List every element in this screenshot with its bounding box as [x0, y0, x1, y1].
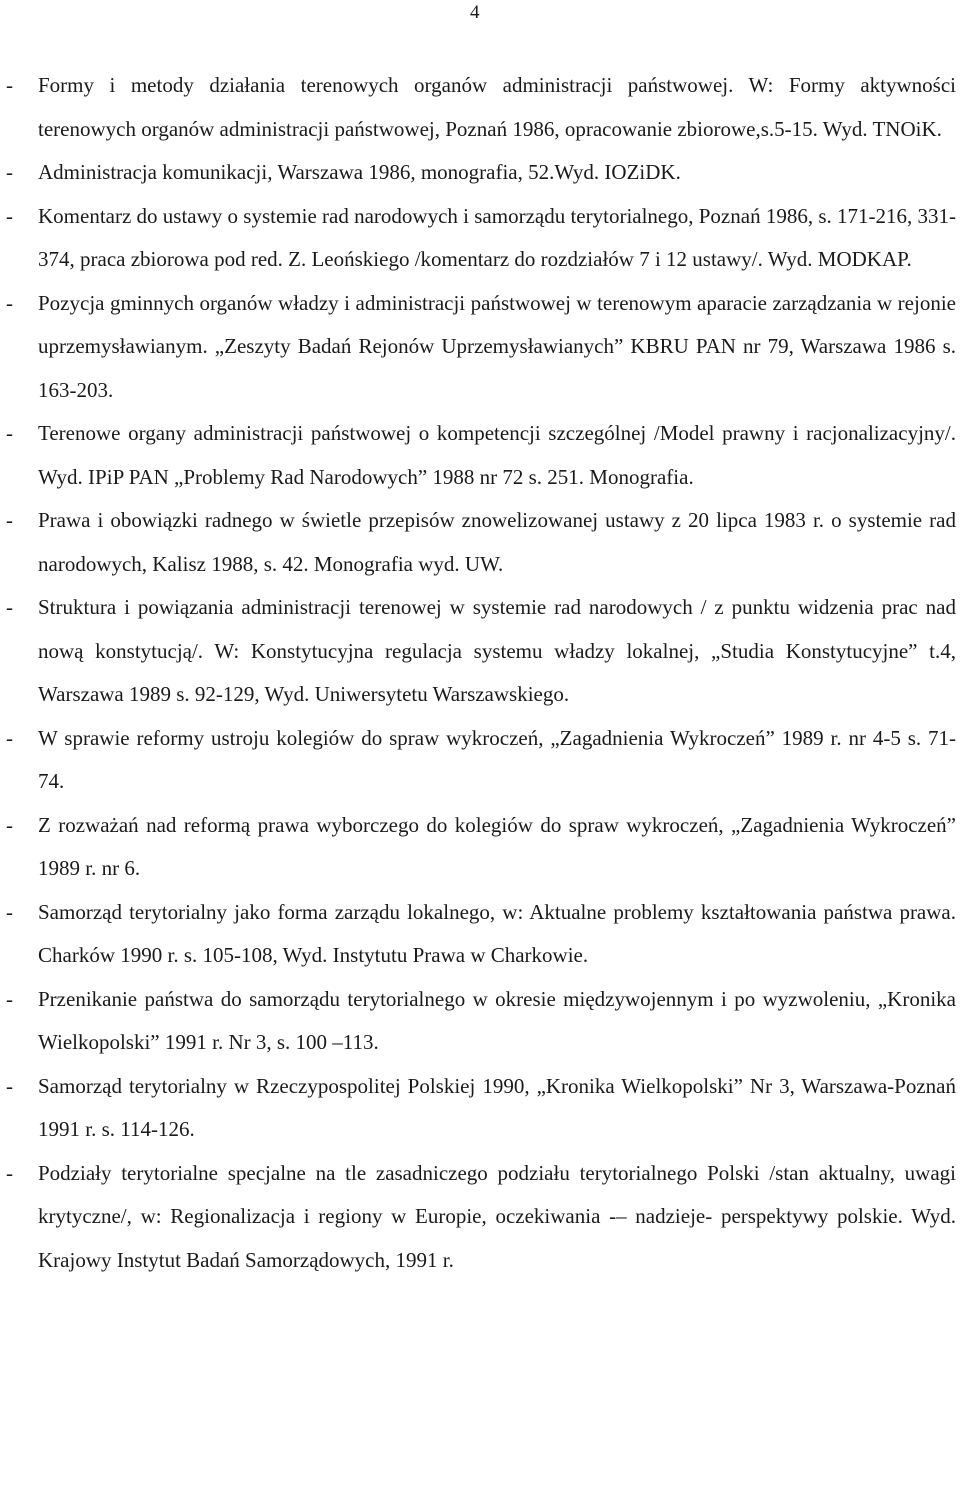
list-item — [6, 499, 956, 586]
list-item — [6, 804, 956, 891]
entry-text: W sprawie reformy ustroju kolegiów do spraw wykroczeń, „Zagadnienia Wykroczeń” 1989 r. nr 4-5 s. 71-74. — [38, 725, 956, 793]
bullet-dash: - — [6, 595, 13, 619]
list-item — [6, 151, 956, 195]
bullet-dash: - — [6, 290, 13, 315]
bullet-dash: - — [6, 73, 13, 97]
bullet-dash: - — [6, 812, 13, 837]
entry-text: Pozycja gminnych organów władzy i administracji państwowej w terenowym aparacie zarządzania w rejonie uprzemysławianym. „Zeszyty Badań Rejonów Uprzemysławianych” KBRU PAN nr 79, Warszawa 1986 s. 163-203. — [38, 290, 956, 402]
list-item — [6, 586, 956, 717]
bullet-dash: - — [6, 160, 13, 184]
bullet-dash: - — [6, 899, 13, 924]
bullet-dash: - — [6, 203, 13, 228]
list-item — [6, 195, 956, 282]
list-item — [6, 891, 956, 978]
entry-text: Struktura i powiązania administracji terenowej w systemie rad narodowych / z punktu widzenia prac nad nową konstytucją/. W: Konstytucyjna regulacja systemu władzy lokalnej, „Studia Konstytucyjne” t.4, Warszawa 1989 s. 92-129, Wyd. Uniwersytetu Warszawskiego. — [38, 595, 956, 706]
entry-text: Samorząd terytorialny jako forma zarządu lokalnego, w: Aktualne problemy kształtowania państwa prawa. Charków 1990 r. s. 105-108, Wyd. Instytutu Prawa w Charkowie. — [38, 899, 956, 967]
list-item — [6, 978, 956, 1065]
entry-text: Prawa i obowiązki radnego w świetle przepisów znowelizowanej ustawy z 20 lipca 1983 r. o systemie rad narodowych, Kalisz 1988, s. 42. Monografia wyd. UW. — [38, 508, 956, 576]
bullet-dash: - — [6, 508, 13, 532]
page-number: 4 — [470, 2, 480, 23]
list-item — [6, 64, 956, 151]
entry-text: Podziały terytorialne specjalne na tle zasadniczego podziału terytorialnego Polski /stan aktualny, uwagi krytyczne/, w: Regionalizacja i regiony w Europie, oczekiwania -– nadzieje- perspektywy polskie. Wyd. Krajowy Instytut Badań Samorządowych, 1991 r. — [38, 1160, 956, 1272]
list-item — [6, 412, 956, 499]
entry-text: Przenikanie państwa do samorządu terytorialnego w okresie międzywojennym i po wyzwoleniu, „Kronika Wielkopolski” 1991 r. Nr 3, s. 100 –113. — [38, 986, 956, 1054]
entry-text: Administracja komunikacji, Warszawa 1986, monografia, 52.Wyd. IOZiDK. — [38, 160, 681, 184]
entry-text: Formy i metody działania terenowych organów administracji państwowej. W: Formy aktywności terenowych organów administracji państwowej, Poznań 1986, opracowanie zbiorowe,s.5-15. Wyd. TNOiK. — [38, 73, 956, 141]
entry-text: Komentarz do ustawy o systemie rad narodowych i samorządu terytorialnego, Poznań 1986, s. 171-216, 331-374, praca zbiorowa pod red. Z. Leońskiego /komentarz do rozdziałów 7 i 12 ustawy/. Wyd. MODKAP. — [38, 203, 956, 271]
bullet-dash: - — [6, 1073, 13, 1098]
bullet-dash: - — [6, 421, 13, 445]
bullet-dash: - — [6, 986, 13, 1011]
list-item — [6, 1152, 956, 1283]
list-item — [6, 282, 956, 413]
entry-text: Terenowe organy administracji państwowej o kompetencji szczególnej /Model prawny i racjonalizacyjny/. Wyd. IPiP PAN „Problemy Rad Narodowych” 1988 nr 72 s. 251. Monografia. — [38, 421, 956, 489]
entry-text: Z rozważań nad reformą prawa wyborczego do kolegiów do spraw wykroczeń, „Zagadnienia Wykroczeń” 1989 r. nr 6. — [38, 812, 956, 880]
list-item — [6, 717, 956, 804]
bullet-dash: - — [6, 1160, 13, 1185]
entry-text: Samorząd terytorialny w Rzeczypospolitej Polskiej 1990, „Kronika Wielkopolski” Nr 3, Warszawa-Poznań 1991 r. s. 114-126. — [38, 1073, 956, 1141]
list-item — [6, 1065, 956, 1152]
bullet-dash: - — [6, 725, 13, 750]
bibliography-list — [6, 64, 956, 1282]
